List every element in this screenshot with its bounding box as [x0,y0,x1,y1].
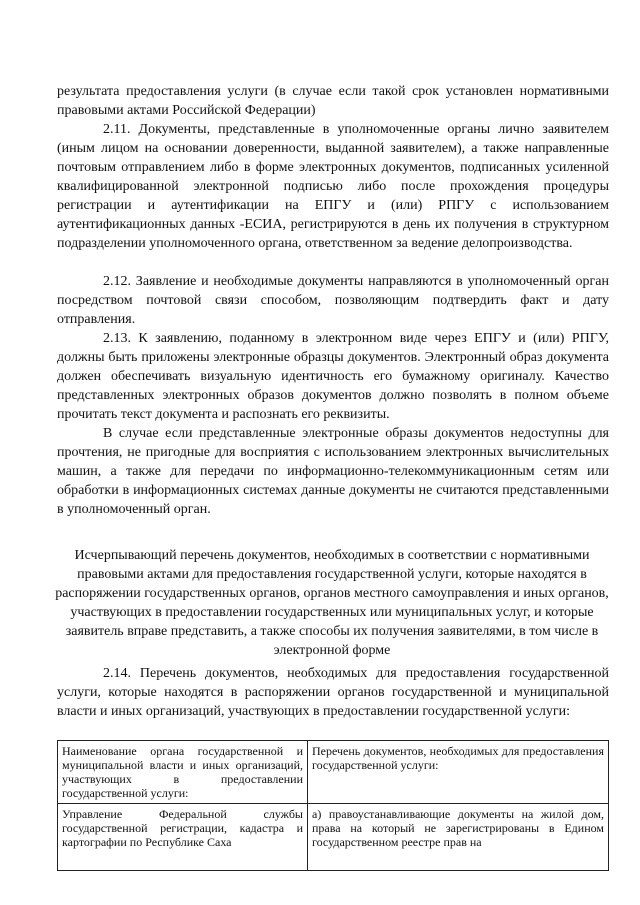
paragraph-continuation: результата предоставления услуги (в случае если такой срок установлен нормативными правовыми актами Российской Федерации) [57,84,609,118]
table-cell: Управление Федеральной службы государственной регистрации, кадастра и картографии по Республике Саха [58,804,308,871]
paragraph-2-14: 2.14. Перечень документов, необходимых для предоставления государственной услуги, которые находятся в распоряжении органов государственной и муниципальной власти и иных организаций, участвующих в предоставлении государственной услуги: [57,666,609,719]
table-row [58,804,609,871]
paragraph-2-13-continued: В случае если представленные электронные образы документов недоступны для прочтения, не пригодные для восприятия с использованием электронных вычислительных машин, а также для передачи по информационно-телекоммуникационным сетям или обработки в информационных системах данные документы не считаются представленными в уполномоченный орган. [57,426,609,517]
paragraph-2-12: 2.12. Заявление и необходимые документы направляются в уполномоченный орган посредством почтовой связи способом, позволяющим подтвердить факт и дату отправления. [57,274,609,327]
paragraph-2-13: 2.13. К заявлению, поданному в электронном виде через ЕПГУ и (или) РПГУ, должны быть приложены электронные образцы документов. Электронный образ документа должен обеспечивать визуальную идентичность его бумажному оригиналу. Качество представленных электронных образов документов должно позволять в полном объеме прочитать текст документа и распознать его реквизиты. [57,331,609,422]
table-header-row [58,741,609,804]
table-header-cell: Наименование органа государственной и муниципальной власти и иных организаций, участвующих в предоставлении государственной услуги: [58,741,308,804]
paragraph-2-11: 2.11. Документы, представленные в уполномоченные органы лично заявителем (иным лицом на основании доверенности, выданной заявителем), а также направленные почтовым отправлением либо в форме электронных документов, подписанных усиленной квалифицированной электронной подписью либо после прохождения процедуры регистрации и аутентификации на ЕПГУ и (или) РПГУ с использованием аутентификационных данных -ЕСИА, регистрируются в день их получения в структурном подразделении уполномоченного органа, ответственном за ведение делопроизводства. [57,122,609,251]
table-header-cell: Перечень документов, необходимых для предоставления государственной услуги: [308,741,609,804]
section-heading: Исчерпывающий перечень документов, необходимых в соответствии с нормативными правовыми актами для предоставления государственной услуги, которые находятся в распоряжении государственных органов, органов местного самоуправления и иных органов, участвующих в предоставлении государственных или муниципальных услуг, и которые заявитель вправе представить, а также способы их получения заявителями, в том числе в электронной форме [55,548,609,658]
documents-table [57,740,609,871]
table-cell: а) правоустанавливающие документы на жилой дом, права на который не зарегистрированы в Едином государственном реестре прав на [308,804,609,871]
